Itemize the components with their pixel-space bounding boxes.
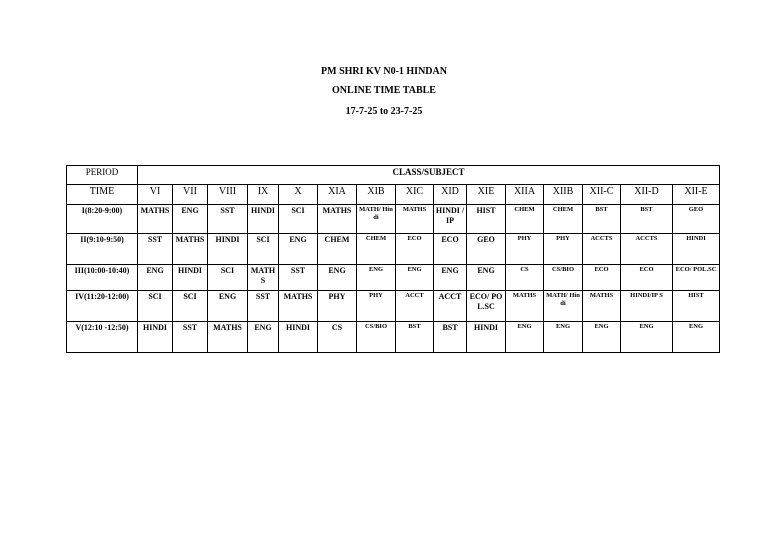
subject-cell: HINDI (173, 265, 208, 291)
subject-cell: ENG (279, 234, 318, 265)
subject-cell: CS (506, 265, 544, 291)
subject-cell: ECO (621, 265, 673, 291)
subject-cell: SCI (279, 205, 318, 234)
subject-cell: MATHS (396, 205, 434, 234)
subject-cell: HIST (467, 205, 506, 234)
subject-cell: CS (318, 322, 357, 353)
subject-cell: HINDI (208, 234, 248, 265)
period-row (67, 265, 720, 291)
subject-cell: ACCT (434, 291, 467, 322)
class-header-cell: XIB (357, 185, 396, 205)
subject-cell: HINDI (673, 234, 720, 265)
school-name: PM SHRI KV N0-1 HINDAN (321, 66, 447, 77)
subject-cell: ACCTS (621, 234, 673, 265)
subject-cell: HIST (673, 291, 720, 322)
group-header-row (67, 166, 720, 185)
subject-cell: MATHS (208, 322, 248, 353)
period-row (67, 234, 720, 265)
subject-cell: ENG (357, 265, 396, 291)
subject-cell: BST (621, 205, 673, 234)
time-header: TIME (67, 185, 138, 205)
subject-cell: PHY (357, 291, 396, 322)
class-header-cell: XIC (396, 185, 434, 205)
period-row (67, 322, 720, 353)
subject-cell: ENG (583, 322, 621, 353)
subject-cell: ECO/ POL.SC (673, 265, 720, 291)
subject-cell: HINDI (248, 205, 279, 234)
subject-cell: MATH/ Hindi (357, 205, 396, 234)
subject-cell: MATHS (318, 205, 357, 234)
subject-cell: CHEM (357, 234, 396, 265)
period-time-cell: I(8:20-9:00) (67, 205, 138, 234)
subject-cell: SST (208, 205, 248, 234)
subject-cell: CS/BIO (357, 322, 396, 353)
subject-cell: SCI (173, 291, 208, 322)
subject-cell: MATHS (506, 291, 544, 322)
date-range: 17-7-25 to 23-7-25 (345, 106, 423, 117)
subject-cell: CHEM (544, 205, 583, 234)
period-time-cell: III(10:00-10:40) (67, 265, 138, 291)
subject-cell: SST (138, 234, 173, 265)
subject-cell: SST (279, 265, 318, 291)
subject-cell: MATHS (173, 234, 208, 265)
subject-cell: ENG (467, 265, 506, 291)
subject-cell: ACCT (396, 291, 434, 322)
subject-cell: PHY (506, 234, 544, 265)
subject-cell: HINDI (138, 322, 173, 353)
class-header-cell: XIIA (506, 185, 544, 205)
subject-cell: ECO (583, 265, 621, 291)
subject-cell: SST (173, 322, 208, 353)
subject-cell: BST (583, 205, 621, 234)
subject-cell: SCI (208, 265, 248, 291)
subject-cell: ECO (396, 234, 434, 265)
subject-cell: MATH/ Hindi (544, 291, 583, 322)
class-subject-header: CLASS/SUBJECT (138, 166, 720, 185)
period-time-cell: V(12:10 -12:50) (67, 322, 138, 353)
subject-cell: HINDI (279, 322, 318, 353)
subject-cell: ECO (434, 234, 467, 265)
document-title: ONLINE TIME TABLE (332, 85, 436, 96)
subject-cell: SCI (138, 291, 173, 322)
subject-cell: ACCTS (583, 234, 621, 265)
subject-cell: SST (248, 291, 279, 322)
subject-cell: BST (396, 322, 434, 353)
timetable (66, 165, 720, 353)
subject-cell: MATHS (248, 265, 279, 291)
period-time-cell: IV(11:20-12:00) (67, 291, 138, 322)
class-header-cell: XIIB (544, 185, 583, 205)
class-header-cell: XID (434, 185, 467, 205)
subject-cell: ENG (396, 265, 434, 291)
subject-cell: ENG (544, 322, 583, 353)
subject-cell: ENG (621, 322, 673, 353)
subject-cell: HINDI /IP (434, 205, 467, 234)
class-header-cell: XIE (467, 185, 506, 205)
subject-cell: GEO (467, 234, 506, 265)
subject-cell: HINDI/IP S (621, 291, 673, 322)
class-header-cell: VI (138, 185, 173, 205)
class-header-cell: XII-C (583, 185, 621, 205)
subject-cell: MATHS (138, 205, 173, 234)
class-header-cell: IX (248, 185, 279, 205)
subject-cell: ENG (434, 265, 467, 291)
subject-cell: ENG (673, 322, 720, 353)
class-header-cell: VII (173, 185, 208, 205)
class-header-row (67, 185, 720, 205)
subject-cell: ENG (506, 322, 544, 353)
subject-cell: SCI (248, 234, 279, 265)
period-row (67, 291, 720, 322)
subject-cell: MATHS (279, 291, 318, 322)
period-row (67, 205, 720, 234)
subject-cell: GEO (673, 205, 720, 234)
period-header: PERIOD (67, 166, 138, 185)
subject-cell: ENG (208, 291, 248, 322)
subject-cell: HINDI (467, 322, 506, 353)
subject-cell: BST (434, 322, 467, 353)
subject-cell: PHY (318, 291, 357, 322)
subject-cell: MATHS (583, 291, 621, 322)
class-header-cell: X (279, 185, 318, 205)
subject-cell: CHEM (318, 234, 357, 265)
class-header-cell: XII-E (673, 185, 720, 205)
class-header-cell: VIII (208, 185, 248, 205)
subject-cell: CHEM (506, 205, 544, 234)
subject-cell: CS/BIO (544, 265, 583, 291)
class-header-cell: XIA (318, 185, 357, 205)
subject-cell: ENG (138, 265, 173, 291)
subject-cell: ECO/ POL.SC (467, 291, 506, 322)
subject-cell: PHY (544, 234, 583, 265)
period-time-cell: II(9:10-9:50) (67, 234, 138, 265)
class-header-cell: XII-D (621, 185, 673, 205)
subject-cell: ENG (318, 265, 357, 291)
subject-cell: ENG (248, 322, 279, 353)
subject-cell: ENG (173, 205, 208, 234)
